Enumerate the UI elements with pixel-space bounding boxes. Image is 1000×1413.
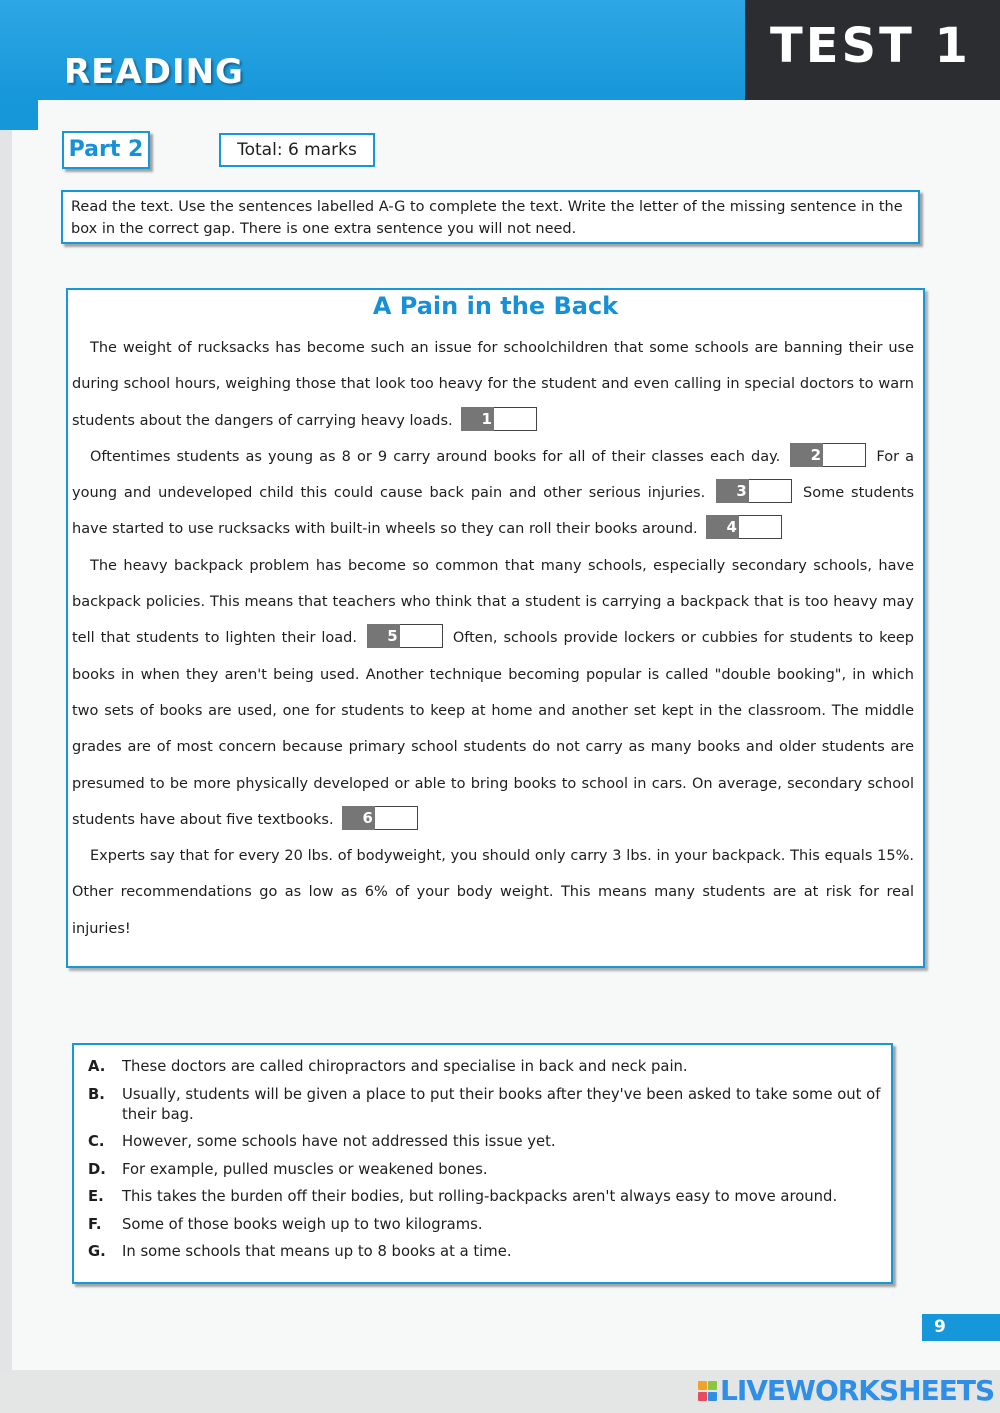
part-label: Part 2	[62, 131, 150, 169]
option-a: A. These doctors are called chiropractors and specialise in back and neck pain.	[88, 1058, 688, 1075]
instructions-box: Read the text. Use the sentences labelled A-G to complete the text. Write the letter of the missing sentence in the box in the correct gap. There is one extra sentence you will not need.	[61, 190, 920, 244]
answer-box-5[interactable]	[400, 624, 443, 648]
paragraph-2: Oftentimes students as young as 8 or 9 carry around books for all of their classes each day. 2 For a young and undeveloped child this could cause back pain and other serious injuries. 3 Some students have started to use rucksacks with built-in wheels so they can roll their books around. 4	[72, 439, 914, 548]
answer-box-4[interactable]	[739, 515, 782, 539]
paragraph-4: Experts say that for every 20 lbs. of bodyweight, you should only carry 3 lbs. in your backpack. This equals 15%. Other recommendations go as low as 6% of your body weight. This means many students are at risk for real injuries!	[72, 848, 914, 937]
gap-4: 4	[706, 515, 782, 539]
gap-2: 2	[790, 443, 866, 467]
test-title: TEST 1	[770, 18, 971, 74]
logo-square-2	[708, 1381, 717, 1390]
logo-square-1	[698, 1381, 707, 1390]
options-box	[72, 1043, 893, 1284]
paragraph-3: The heavy backpack problem has become so common that many schools, especially secondary schools, have backpack policies. This means that teachers who think that a student is carrying a backpack that is too heavy may tell that students to lighten their load. 5 Often, schools provide lockers or cubbies for students to keep books in when they aren't being used. Another technique becoming popular is called "double booking", in which two sets of books are used, one for students to keep at home and another set kept in the classroom. The middle grades are of most concern because primary school students do not carry as many books and older students are presumed to be more physically developed or able to bring books to school in cars. On average, secondary school students have about five textbooks. 6	[72, 557, 915, 828]
page-edge	[0, 0, 12, 1413]
option-c: C. However, some schools have not addressed this issue yet.	[88, 1133, 556, 1150]
liveworksheets-logo-icon	[698, 1379, 718, 1404]
gap-6: 6	[342, 806, 418, 830]
option-b: B. Usually, students will be given a place to put their books after they've been asked to take some out of their bag.	[88, 1085, 881, 1123]
total-marks: Total: 6 marks	[219, 133, 375, 167]
gap-3: 3	[716, 479, 792, 503]
option-g: G. In some schools that means up to 8 books at a time.	[88, 1243, 512, 1260]
logo-square-4	[708, 1392, 717, 1401]
option-e: E. This takes the burden off their bodies, but rolling-backpacks aren't always easy to move around.	[88, 1188, 838, 1205]
article-title: A Pain in the Back	[372, 292, 619, 320]
answer-box-1[interactable]	[494, 407, 537, 431]
liveworksheets-brand[interactable]: LIVEWORKSHEETS	[720, 1374, 995, 1407]
option-d: D. For example, pulled muscles or weakened bones.	[88, 1160, 488, 1178]
article-body	[72, 330, 914, 947]
option-f: F. Some of those books weigh up to two kilograms.	[88, 1215, 483, 1233]
logo-square-3	[698, 1392, 707, 1401]
paragraph-1: The weight of rucksacks has become such an issue for schoolchildren that some schools are banning their use during school hours, weighing those that look too heavy for the student and even calling in special doctors to warn students about the dangers of carrying heavy loads. 1	[72, 340, 914, 429]
answer-box-3[interactable]	[749, 479, 792, 503]
gap-5: 5	[367, 624, 443, 648]
gap-1: 1	[461, 407, 537, 431]
article-box	[66, 288, 925, 968]
page-number: 9	[922, 1314, 1000, 1341]
section-title: READING	[64, 52, 244, 92]
answer-box-2[interactable]	[823, 443, 866, 467]
side-accent-strip	[0, 100, 38, 130]
answer-box-6[interactable]	[375, 806, 418, 830]
